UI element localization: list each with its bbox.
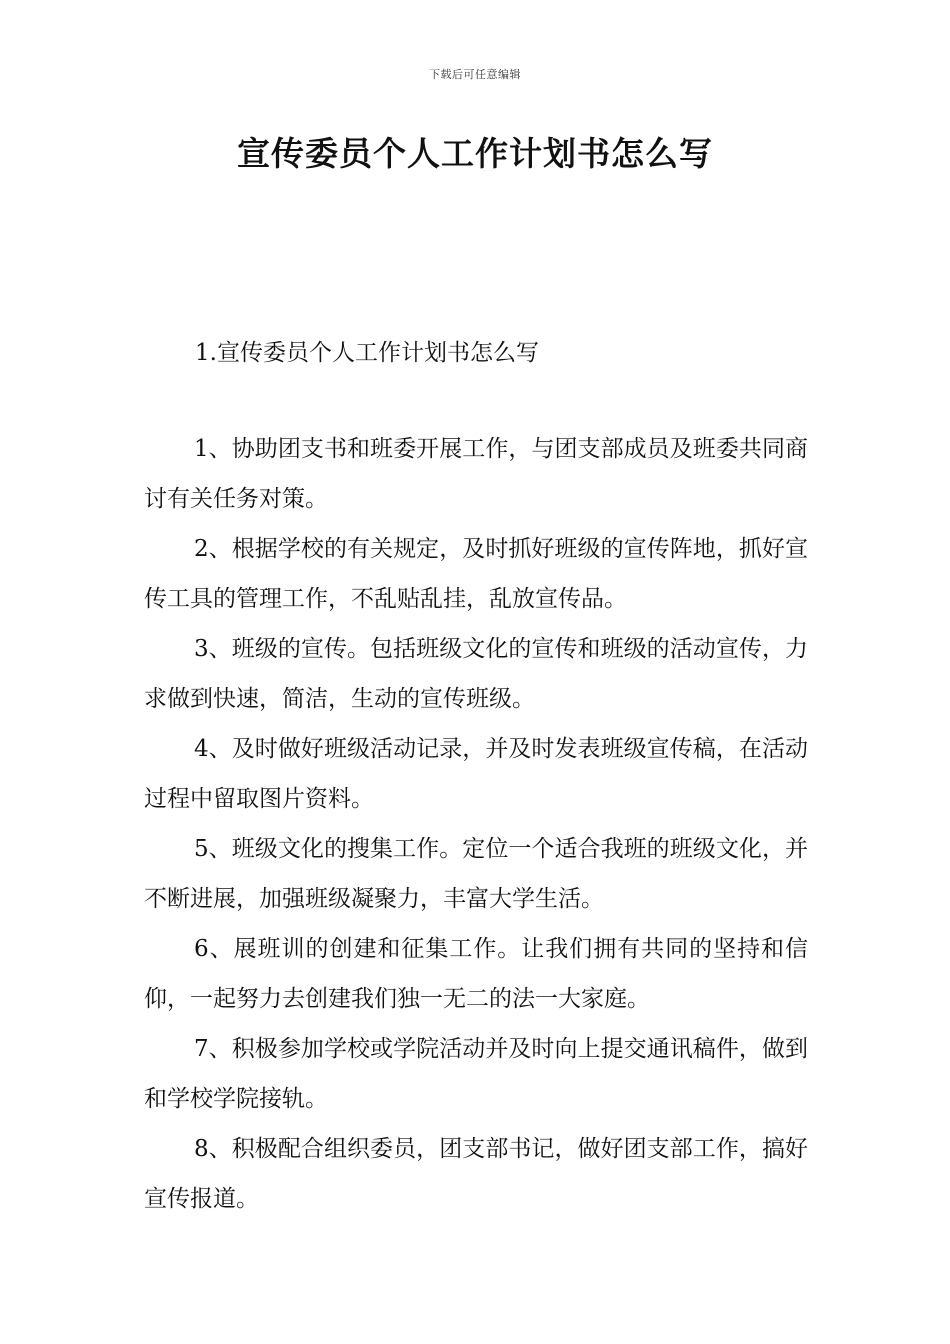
paragraph-6: 6、展班训的创建和征集工作。让我们拥有共同的坚持和信仰，一起努力去创建我们独一无二的法一大家庭。 [144,936,808,1012]
header-note: 下载后可任意编辑 [429,68,521,81]
paragraph-2: 2、根据学校的有关规定，及时抓好班级的宣传阵地，抓好宣传工具的管理工作，不乱贴乱挂，乱放宣传品。 [144,536,808,612]
body-text [144,424,808,1224]
paragraph-1: 1、协助团支书和班委开展工作，与团支部成员及班委共同商讨有关任务对策。 [144,436,808,512]
paragraph-3: 3、班级的宣传。包括班级文化的宣传和班级的活动宣传，力求做到快速，简洁，生动的宣传班级。 [144,636,808,712]
paragraph-4: 4、及时做好班级活动记录，并及时发表班级宣传稿，在活动过程中留取图片资料。 [144,736,808,812]
paragraph-5: 5、班级文化的搜集工作。定位一个适合我班的班级文化，并不断进展，加强班级凝聚力，丰富大学生活。 [144,836,808,912]
document-title: 宣传委员个人工作计划书怎么写 [237,134,713,173]
section-heading: 1.宣传委员个人工作计划书怎么写 [195,340,539,366]
paragraph-7: 7、积极参加学校或学院活动并及时向上提交通讯稿件，做到和学校学院接轨。 [144,1036,808,1112]
paragraph-8: 8、积极配合组织委员，团支部书记，做好团支部工作，搞好宣传报道。 [144,1136,808,1212]
